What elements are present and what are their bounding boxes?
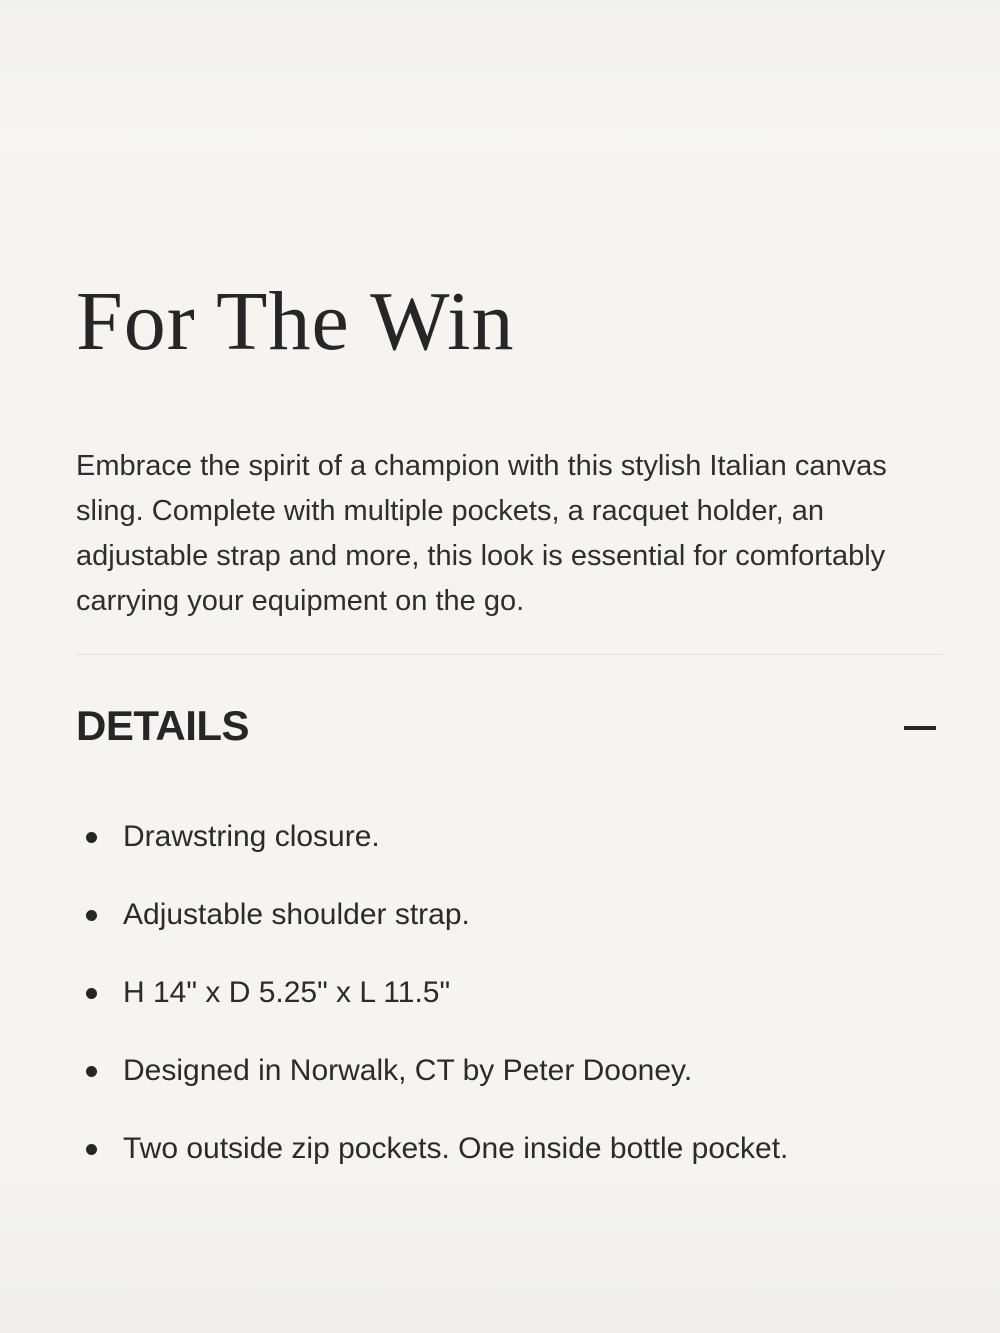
bullet-icon	[86, 1066, 97, 1077]
detail-text: Adjustable shoulder strap.	[123, 898, 470, 931]
bullet-icon	[86, 1144, 97, 1155]
details-list	[76, 812, 942, 1202]
bullet-icon	[86, 910, 97, 921]
minus-icon	[904, 726, 936, 730]
bullet-icon	[86, 832, 97, 843]
list-item	[76, 812, 942, 890]
list-item	[76, 890, 942, 968]
divider	[76, 654, 942, 655]
list-item	[76, 968, 942, 1046]
details-heading: DETAILS	[76, 702, 250, 749]
detail-text: H 14" x D 5.25" x L 11.5"	[123, 976, 451, 1009]
detail-text: Two outside zip pockets. One inside bottle pocket.	[123, 1132, 789, 1165]
bullet-icon	[86, 988, 97, 999]
details-collapse-button[interactable]	[902, 710, 938, 746]
product-description: Embrace the spirit of a champion with this stylish Italian canvas sling. Complete with multiple pockets, a racquet holder, an adjustable strap and more, this look is essential for comfortably carrying your equipment on the go.	[76, 450, 887, 617]
list-item	[76, 1046, 942, 1124]
detail-text: Drawstring closure.	[123, 820, 380, 853]
product-title: For The Win	[76, 275, 515, 368]
product-info-section	[76, 0, 942, 1333]
detail-text: Designed in Norwalk, CT by Peter Dooney.	[123, 1054, 693, 1087]
list-item	[76, 1124, 942, 1202]
details-accordion-header[interactable]	[76, 696, 942, 756]
